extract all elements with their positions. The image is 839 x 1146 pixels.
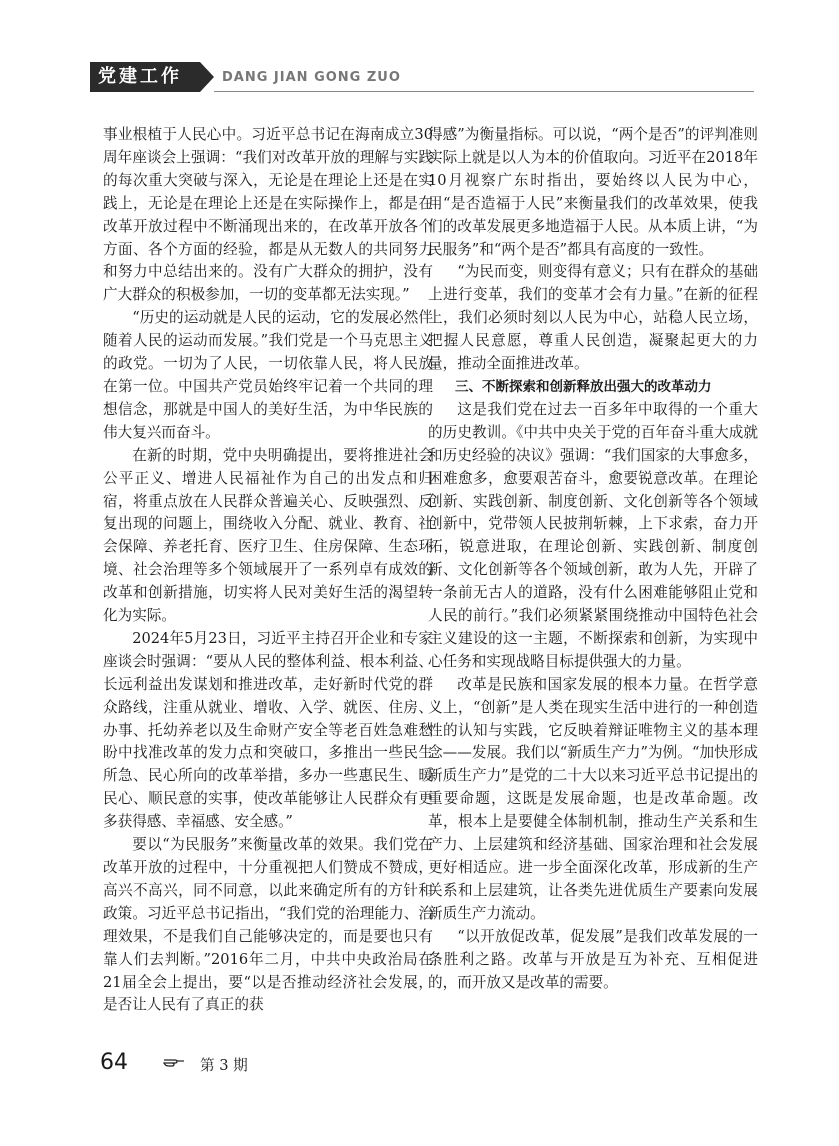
pointing-hand-icon (163, 1055, 185, 1069)
section-header (0, 62, 839, 92)
page-number: 64 (100, 1050, 128, 1075)
paragraph: “以开放促改革，促发展”是我们改革发展的一条胜利之路。改革与开放是互为补充、互相促进的，而开放又是改革的需要。 (428, 927, 758, 991)
paragraph: 事业根植于人民心中。习近平总书记在海南成立30周年座谈会上强调：“我们对改革开放的理解与实践的每次重大突破与深入，无论是在理论上还是在实践上，无论是在理论上还是在实际操作上，都是在改革开放过程中不断涌现出来的，在改革开放各个方面、各个方面的经验，都是从无数人的共同努力和努力中总结出来的。没有广大群众的拥护，没有广大群众的积极参加，一切的变革都无法实现。” (103, 126, 433, 304)
right-column (428, 124, 758, 994)
paragraph: 要以“为民服务”来衡量改革的效果。我们党在改革开放的过程中，十分重视把人们赞成不赞成，高兴不高兴，同不同意，以此来确定所有的方针和政策。习近平总书记指出，“我们党的治理能力、治理效果，不是我们自己能够决定的，而是要也只有靠人们去判断。”2016年二月，中共中央政治局在21届全会上提出，要“以是否推动经济社会发展，是否让人民有了真正的获 (103, 836, 433, 1014)
paragraph: 改革是民族和国家发展的根本力量。在哲学意义上，“创新”是人类在现实生活中进行的一种创造性的认知与实践，它反映着辩证唯物主义的基本理念——发展。我们以“新质生产力”为例。“加快形成新质生产力”是党的二十大以来习近平总书记提出的重要命题，这既是发展命题，也是改革命题。改革，根本上是要健全体制机制，推动生产关系和生产力、上层建筑和经济基础、国家治理和社会发展更好相适应。进一步全面深化改革，形成新的生产关系和上层建筑，让各类先进优质生产要素向发展新质生产力流动。 (428, 675, 758, 922)
issue-label: 第 3 期 (200, 1057, 248, 1074)
paragraph: “历史的运动就是人民的运动，它的发展必然伴随着人民的运动而发展。”我们党是一个马克思主义的政党。一切为了人民，一切依靠人民，将人民放在第一位。中国共产党员始终牢记着一个共同的理想信念，那就是中国人的美好生活，为中华民族的伟大复兴而奋斗。 (103, 309, 433, 441)
header-rule (214, 91, 754, 92)
paragraph: 得感”为衡量指标。可以说，“两个是否”的评判准则实际上就是以人为本的价值取向。习近平在2018年10月视察广东时指出，要始终以人民为中心，用“是否造福于人民”来衡量我们的改革效果，使我们的改革发展更多地造福于人民。从本质上讲，“为民服务”和“两个是否”都具有高度的一致性。 (428, 126, 758, 258)
paragraph: 2024年5月23日，习近平主持召开企业和专家座谈会时强调：“要从人民的整体利益、根本利益、长远利益出发谋划和推进改革，走好新时代党的群众路线，注重从就业、增收、入学、就医、住房、办事、托幼养老以及生命财产安全等老百姓急难愁盼中找准改革的发力点和突破口，多推出一些民生所急、民心所向的改革举措，多办一些惠民生、暖民心、顺民意的实事，使改革能够让人民群众有更多获得感、幸福感、安全感。” (103, 629, 433, 831)
paragraph: 这是我们党在过去一百多年中取得的一个重大的历史教训。《中共中央关于党的百年奋斗重大成就和历史经验的决议》强调：“我们国家的大事愈多，困难愈多，愈要艰苦奋斗，愈要锐意改革。在理论创新、实践创新、制度创新、文化创新等各个领域创新中，党带领人民披荆斩棘，上下求索，奋力开拓，锐意进取，在理论创新、实践创新、制度创新、文化创新等各个领域创新，敢为人先，开辟了一条前无古人的道路，没有什么困难能够阻止党和人民的前行。”我们必须紧紧围绕推动中国特色社会主义建设的这一主题，不断探索和创新，为实现中心任务和实现战略目标提供强大的力量。 (428, 400, 758, 670)
section-heading: 三、不断探索和创新释放出强大的改革动力 (455, 378, 712, 395)
paragraph: 在新的时期，党中央明确提出，要将推进社会公平正义、增进人民福祉作为自己的出发点和归宿，将重点放在人民群众普遍关心、反映强烈、反复出现的问题上，围绕收入分配、就业、教育、社会保障、养老托育、医疗卫生、住房保障、生态环境、社会治理等多个领域展开了一系列卓有成效的改革和创新措施，切实将人民对美好生活的渴望转化为实际。 (103, 446, 433, 625)
section-title: 党建工作 (98, 66, 182, 87)
left-column (103, 124, 433, 1017)
header-label-tip (200, 62, 214, 92)
section-pinyin: DANG JIAN GONG ZUO (222, 70, 401, 85)
paragraph: “为民而变，则变得有意义；只有在群众的基础上进行变革，我们的变革才会有力量。”在新的征程上，我们必须时刻以人民为中心，站稳人民立场，把握人民意愿，尊重人民创造，凝聚起更大的力量，推动全面推进改革。 (428, 263, 758, 373)
